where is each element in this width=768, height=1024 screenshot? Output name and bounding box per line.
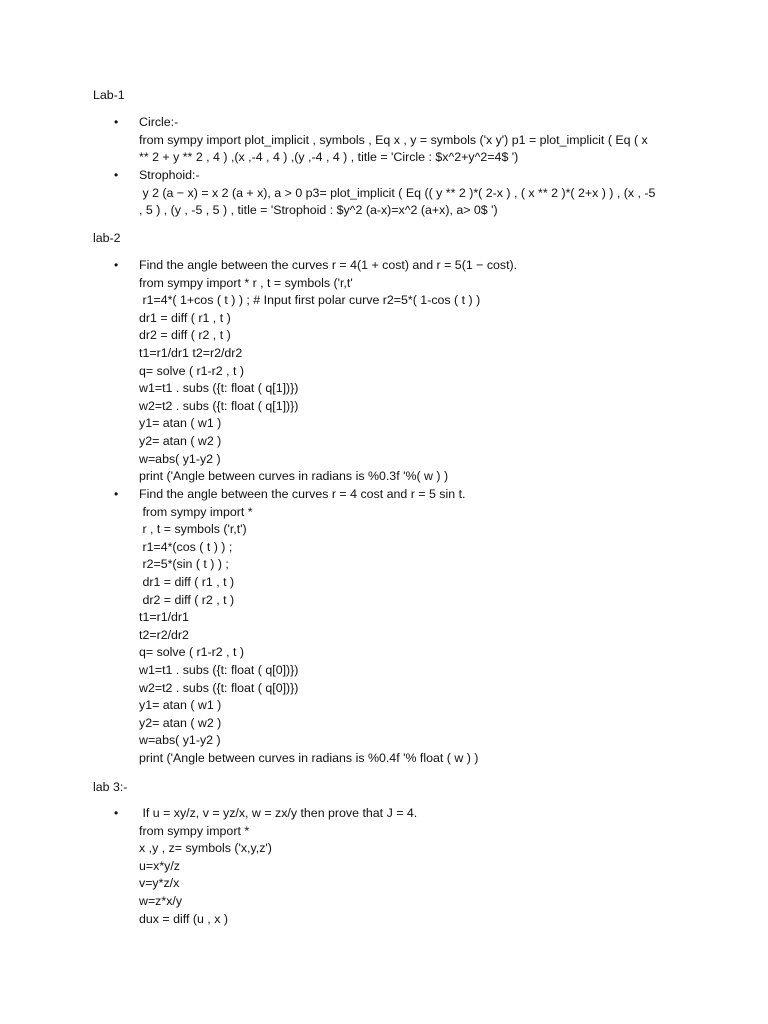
code-line: r1=4*( 1+cos ( t ) ) ; # Input first polar curve r2=5*( 1-cos ( t ) ) bbox=[139, 293, 481, 308]
code-line: w1=t1 . subs ({t: float ( q[0])}) bbox=[139, 662, 299, 677]
code-line: q= solve ( r1-r2 , t ) bbox=[139, 363, 245, 378]
code-line: y1= atan ( w1 ) bbox=[139, 416, 222, 431]
lab2-heading: lab-2 bbox=[93, 231, 121, 245]
lab1-strophoid-item bbox=[139, 167, 679, 220]
bullet-point: • bbox=[114, 168, 119, 182]
code-line: , 5 ) , (y , -5 , 5 ) , title = 'Strophoid : $y^2 (a-x)=x^2 (a+x), a> 0$ ') bbox=[139, 203, 498, 218]
code-line: w=abs( y1-y2 ) bbox=[139, 451, 221, 466]
code-line: Strophoid:- bbox=[139, 168, 200, 182]
code-line: w=abs( y1-y2 ) bbox=[139, 733, 221, 748]
code-line: y1= atan ( w1 ) bbox=[139, 698, 222, 713]
code-line: y2= atan ( w2 ) bbox=[139, 715, 222, 730]
bullet-point: • bbox=[114, 806, 119, 820]
code-line: u=x*y/z bbox=[139, 858, 180, 873]
lab3-heading: lab 3:- bbox=[93, 780, 128, 794]
code-line: dr2 = diff ( r2 , t ) bbox=[139, 328, 231, 343]
lab2-angle-item-1 bbox=[139, 257, 679, 486]
lab1-heading: Lab-1 bbox=[93, 88, 125, 102]
code-line: r2=5*(sin ( t ) ) ; bbox=[139, 557, 229, 572]
code-line: from sympy import * bbox=[139, 504, 253, 519]
code-line: dr2 = diff ( r2 , t ) bbox=[139, 592, 235, 607]
code-line: dux = diff (u , x ) bbox=[139, 911, 228, 926]
code-line: Find the angle between the curves r = 4(1 + cost) and r = 5(1 − cost). bbox=[139, 258, 518, 272]
code-line: y2= atan ( w2 ) bbox=[139, 433, 222, 448]
code-line: w2=t2 . subs ({t: float ( q[0])}) bbox=[139, 680, 299, 695]
code-line: Circle:- bbox=[139, 115, 179, 129]
code-line: print ('Angle between curves in radians is %0.4f '% float ( w ) ) bbox=[139, 750, 479, 765]
code-line: r1=4*(cos ( t ) ) ; bbox=[139, 539, 233, 554]
code-line: ** 2 + y ** 2 , 4 ) ,(x ,-4 , 4 ) ,(y ,-4 , 4 ) , title = 'Circle : $x^2+y^2=4$ ') bbox=[139, 150, 519, 165]
code-line: x ,y , z= symbols ('x,y,z') bbox=[139, 841, 272, 856]
code-line: y 2 (a − x) = x 2 (a + x), a > 0 p3= plot_implicit ( Eq (( y ** 2 )*( 2-x ) , ( x ** 2 )*( 2+x ) ) , (x , -5 bbox=[139, 185, 656, 200]
code-line: r , t = symbols ('r,t') bbox=[139, 522, 247, 537]
code-line: from sympy import * r , t = symbols ('r,t' bbox=[139, 275, 353, 290]
code-line: w2=t2 . subs ({t: float ( q[1])}) bbox=[139, 398, 299, 413]
code-line: print ('Angle between curves in radians is %0.3f '%( w ) ) bbox=[139, 469, 449, 484]
code-line: dr1 = diff ( r1 , t ) bbox=[139, 574, 235, 589]
lab3-jacobian-item bbox=[139, 805, 679, 928]
bullet-point: • bbox=[114, 487, 119, 501]
code-line: t2=r2/dr2 bbox=[139, 627, 189, 642]
code-line: Find the angle between the curves r = 4 cost and r = 5 sin t. bbox=[139, 487, 466, 501]
code-line: w=z*x/y bbox=[139, 893, 183, 908]
code-line: from sympy import plot_implicit , symbols , Eq x , y = symbols ('x y') p1 = plot_implicit ( Eq ( x bbox=[139, 132, 648, 147]
code-line: q= solve ( r1-r2 , t ) bbox=[139, 645, 245, 660]
code-line: t1=r1/dr1 t2=r2/dr2 bbox=[139, 345, 243, 360]
code-line: w1=t1 . subs ({t: float ( q[1])}) bbox=[139, 381, 299, 396]
code-line: dr1 = diff ( r1 , t ) bbox=[139, 310, 231, 325]
code-line: from sympy import * bbox=[139, 823, 250, 838]
code-line: If u = xy/z, v = yz/x, w = zx/y then prove that J = 4. bbox=[139, 806, 418, 820]
lab1-circle-item bbox=[139, 114, 679, 167]
code-line: v=y*z/x bbox=[139, 876, 180, 891]
code-line: t1=r1/dr1 bbox=[139, 610, 189, 625]
bullet-point: • bbox=[114, 258, 119, 272]
lab2-angle-item-2 bbox=[139, 486, 679, 768]
bullet-point: • bbox=[114, 115, 119, 129]
